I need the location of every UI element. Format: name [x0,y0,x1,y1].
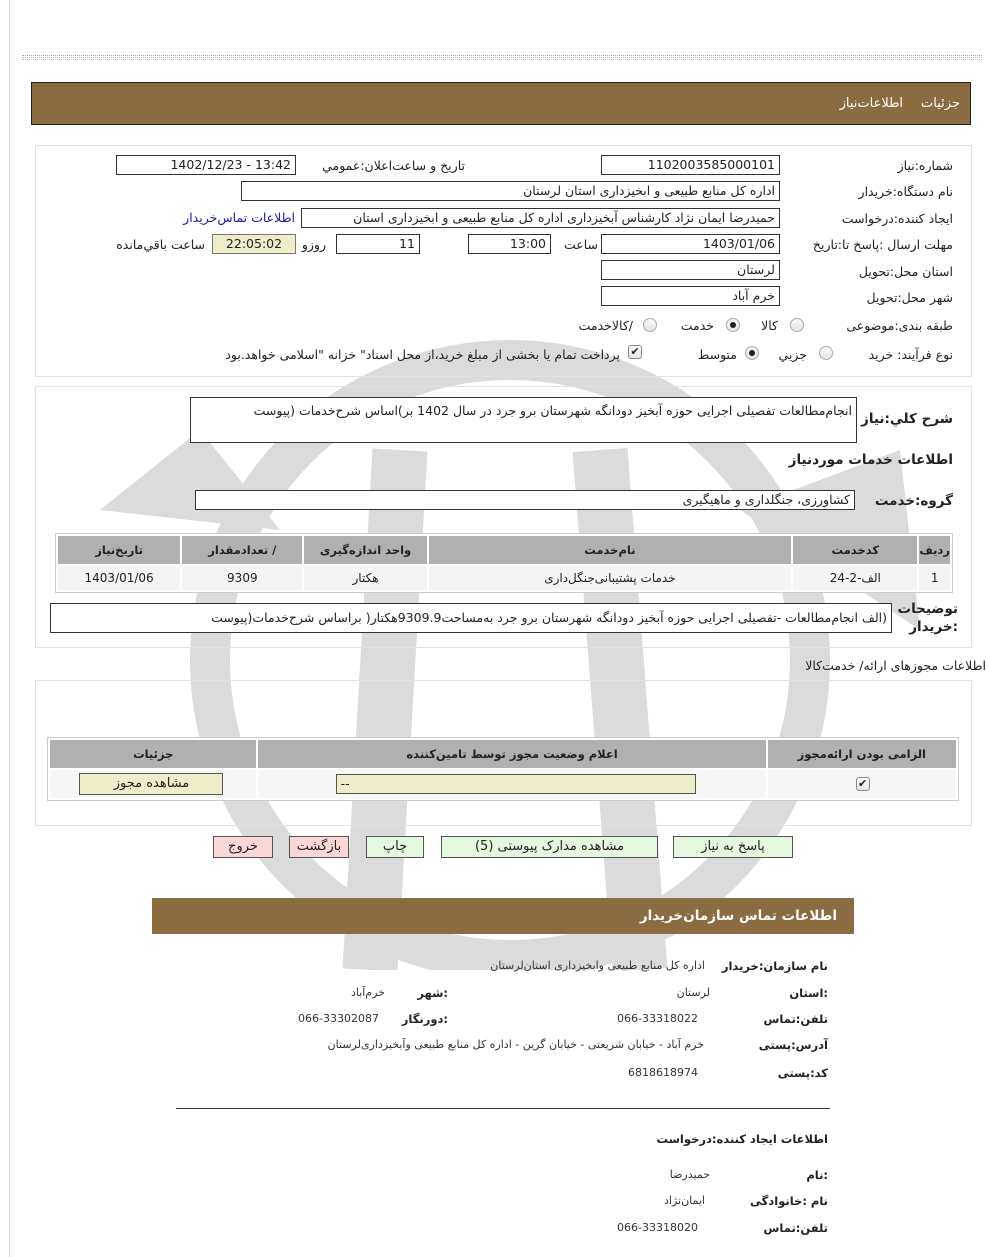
back-button[interactable]: بازگشت [289,836,349,858]
category-label: طبقه بندی:موضوعی [846,318,953,333]
cell-quantity: 9309 [182,566,302,590]
section-divider [176,1108,830,1109]
licenses-title: اطلاعات مجوزهای ارائه/ خدمت‌کالا [805,658,986,673]
contact-fax-label: :دورنگار [401,1012,448,1026]
col-service-name: نام‌خدمت [429,536,792,564]
creator-info-heading: اطلاعات ایجاد کننده:درخواست [656,1132,828,1146]
buyer-contact-heading: اطلاعات تماس سازمان‌خریدار [152,898,854,934]
contact-city-label: :شهر [417,986,448,1000]
need-number-label: شماره:نیاز [897,158,953,173]
radio-small[interactable] [819,346,833,360]
radio-small-label: جزیي [778,347,807,362]
days-label: روزو [301,237,326,252]
col-need-date: تاریخ‌نیاز [58,536,180,564]
radio-goods-service[interactable] [643,318,657,332]
services-heading: اطلاعات خدمات موردنیاز [788,452,953,468]
exit-button[interactable]: خروج [213,836,273,858]
remaining-time-field: 22:05:02 [212,234,296,254]
cell-need-date: 1403/01/06 [58,566,180,590]
contact-address-label: آدرس:پستی [758,1038,828,1052]
col-license-status: اعلام وضعیت مجوز توسط تامین‌کننده [258,740,765,768]
radio-service[interactable] [726,318,740,332]
creator-label: ایجاد کننده:درخواست [841,211,953,226]
buyer-contact-link[interactable]: اطلاعات تماس‌خریدار [183,210,295,225]
creator-family-label: نام :خانوادگی [750,1194,828,1208]
col-quantity: / تعدادمقدار [182,536,302,564]
contact-postal-label: کد:پستی [777,1066,828,1080]
page-header-bar [31,82,971,125]
view-attachments-button[interactable]: مشاهده مدارک پیوستی (5) [441,836,658,858]
contact-address-value: خرم آباد - خیابان شریعتی - خیابان گرین - اداره کل منابع طبیعی وآبخیزداری‌لرستان [327,1038,704,1051]
days-field: 11 [336,234,420,254]
buyer-notes-label-line1: توضیحات [897,601,958,617]
services-table-header [58,536,950,564]
cell-service-code: الف-2-24 [793,566,917,590]
cell-license-details [50,770,256,798]
tab-details[interactable]: جزئیات [921,96,960,111]
radio-goods-label: کالا [761,318,778,333]
announce-datetime-field: 1402/12/23 - 13:42 [116,155,296,175]
col-unit: واحد اندازه‌گیری [304,536,426,564]
creator-field: حمیدرضا ایمان نژاد کارشناس آبخیزداری اداره کل منابع طبیعی و ابخیزداری استان [301,208,780,228]
creator-name-value: حمیدرضا [669,1168,710,1181]
process-label: نوع فرآیند: خرید [868,347,953,362]
top-separator [22,55,982,60]
need-number-field: 1102003585000101 [601,155,780,175]
radio-goods-service-label: /کالاخدمت [578,318,633,333]
time-label: ساعت [563,237,598,252]
contact-province-label: :استان [789,986,828,1000]
cell-service-name: خدمات پشتیبانی‌جنگل‌داری [429,566,792,590]
print-button[interactable]: چاپ [366,836,424,858]
province-field: لرستان [601,260,780,280]
table-row [50,770,956,798]
view-license-button[interactable]: مشاهده مجوز [79,773,223,795]
announce-label: تاریخ و ساعت‌اعلان:عمومي [322,158,465,173]
province-label: استان محل:تحویل [858,264,953,279]
services-table [55,533,953,593]
licenses-table [47,737,959,801]
deadline-label: مهلت ارسال :پاسخ تا:تاریخ [812,237,953,252]
city-label: شهر محل:تحویل [866,290,953,305]
license-required-checkbox[interactable]: ✔ [856,777,870,791]
licenses-table-header [50,740,956,768]
cell-unit: هکتار [304,566,426,590]
buyer-notes-label-line2: :خریدار [909,619,958,635]
creator-name-label: :نام [806,1168,828,1182]
cell-license-status [258,770,765,798]
col-license-details: جزئیات [50,740,256,768]
buyer-org-field: اداره کل منابع طبیعی و ابخیزداری استان لرستان [241,181,780,201]
remaining-label: ساعت باقي‌مانده [116,237,205,252]
treasury-note: پرداخت تمام یا بخشی از مبلغ خرید،از محل اسناد" خزانه "اسلامی خواهد.بود [225,347,620,362]
general-description-field: انجام‌مطالعات تفصیلی اجرایی حوزه آبخیز دودانگه شهرستان برو جرد در سال 1402 بر)اساس شرح‌خدمات (پیوست [190,397,857,443]
contact-phone-label: تلفن:تماس [763,1012,828,1026]
page-left-border [9,0,10,1257]
radio-goods[interactable] [790,318,804,332]
col-row-number: ردیف [919,536,950,564]
radio-service-label: خدمت [680,318,714,333]
col-license-required: الزامی بودن ارائه‌مجوز [768,740,956,768]
radio-medium[interactable] [745,346,759,360]
service-group-field: کشاورزی، جنگلداری و ماهیگیری [195,490,855,510]
radio-medium-label: متوسط [697,347,737,362]
deadline-time-field: 13:00 [468,234,551,254]
buyer-org-label: نام دستگاه:خریدار [858,184,953,199]
city-field: خرم آباد [601,286,780,306]
col-service-code: کدخدمت [793,536,917,564]
need-info-panel [35,145,972,377]
reply-to-need-button[interactable]: پاسخ به نیاز [673,836,793,858]
creator-phone-label: تلفن:تماس [763,1221,828,1235]
buyer-notes-field: (الف انجام‌مطالعات -تفصیلی اجرایی حوزه آبخیز دودانگه شهرستان برو جرد به‌مساحت9309.9هکتار( براساس شرح‌خدمات(پیوست [50,603,892,633]
tab-need-info[interactable]: اطلاعات‌نیاز [839,96,904,111]
creator-phone-value: 066-33318020 [617,1221,698,1234]
contact-postal-value: 6818618974 [628,1066,698,1079]
contact-city-value: خرم‌آباد [350,986,385,999]
creator-family-value: ایمان‌نژاد [664,1194,705,1207]
license-status-field[interactable]: -- [336,774,696,794]
contact-org-label: نام سازمان:خریدار [721,959,828,973]
contact-fax-value: 066-33302087 [298,1012,379,1025]
contact-province-value: لرستان [676,986,710,999]
service-group-label: گروه:خدمت [874,493,953,509]
cell-license-required [768,770,956,798]
contact-phone-value: 066-33318022 [617,1012,698,1025]
treasury-checkbox[interactable]: ✔ [628,345,642,359]
deadline-date-field: 1403/01/06 [601,234,780,254]
general-description-label: شرح کلي:نیاز [861,411,953,427]
contact-org-value: اداره کل منابع طبیعی وابخیزداری استان‌لرستان [490,959,705,972]
table-row [58,566,950,590]
cell-row-number: 1 [919,566,950,590]
